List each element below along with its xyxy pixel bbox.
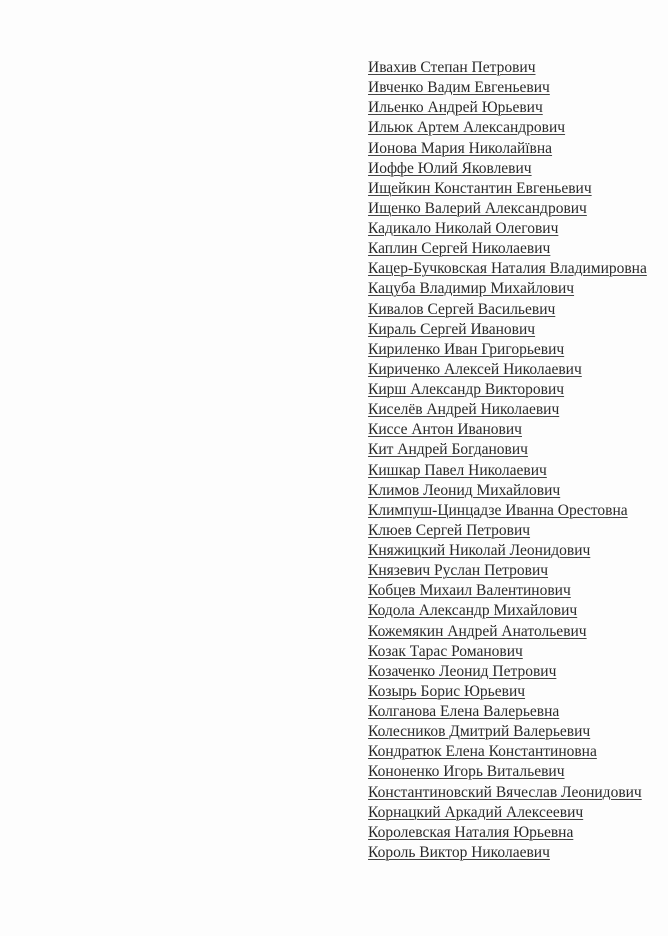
list-item	[368, 662, 647, 682]
list-item	[368, 219, 647, 239]
person-name: Ионова Мария Николайївна	[368, 139, 553, 157]
person-name: Каплин Сергей Николаевич	[368, 240, 551, 258]
person-name: Ивченко Вадим Евгеньевич	[368, 79, 550, 97]
list-item	[368, 340, 647, 360]
person-name: Кобцев Михаил Валентинович	[368, 582, 571, 600]
person-name: Ищенко Валерий Александрович	[368, 199, 587, 217]
person-name: Климов Леонид Михайлович	[368, 481, 561, 499]
list-item	[368, 440, 647, 460]
list-item	[368, 561, 647, 581]
list-item	[368, 279, 647, 299]
list-item	[368, 601, 647, 621]
person-name: Кондратюк Елена Константиновна	[368, 743, 597, 761]
list-item	[368, 622, 647, 642]
list-item	[368, 360, 647, 380]
list-item	[368, 98, 647, 118]
person-name: Козак Тарас Романович	[368, 642, 523, 660]
list-item	[368, 722, 647, 742]
person-name: Ильенко Андрей Юрьевич	[368, 99, 543, 117]
list-item	[368, 58, 647, 78]
person-name: Кононенко Игорь Витальевич	[368, 763, 565, 781]
list-item	[368, 420, 647, 440]
person-name: Кадикало Николай Олегович	[368, 220, 559, 237]
list-item	[368, 823, 647, 843]
person-name: Киссе Антон Иванович	[368, 421, 522, 439]
person-name: Иоффе Юлий Яковлевич	[368, 159, 532, 177]
person-name: Кивалов Сергей Васильевич	[368, 300, 556, 318]
person-name: Князевич Руслан Петрович	[368, 562, 549, 580]
person-name: Королевская Наталия Юрьевна	[368, 823, 574, 841]
person-name: Кацер-Бучковская Наталия Владимировна	[368, 260, 647, 278]
list-item	[368, 461, 647, 481]
list-item	[368, 159, 647, 179]
list-item	[368, 541, 647, 561]
person-name: Кожемякин Андрей Анатольевич	[368, 622, 587, 640]
list-item	[368, 139, 647, 159]
list-item	[368, 742, 647, 762]
person-name: Кирш Александр Викторович	[368, 381, 565, 398]
person-name: Кириченко Алексей Николаевич	[368, 360, 582, 378]
list-item	[368, 783, 647, 803]
name-list	[368, 58, 647, 863]
person-name: Кириленко Иван Григорьевич	[368, 340, 565, 358]
person-name: Кираль Сергей Иванович	[368, 320, 536, 338]
person-name: Ильюк Артем Александрович	[368, 119, 566, 137]
person-name: Кишкар Павел Николаевич	[368, 461, 547, 479]
list-item	[368, 199, 647, 219]
list-item	[368, 702, 647, 722]
person-name: Клюев Сергей Петрович	[368, 521, 531, 539]
list-item	[368, 259, 647, 279]
person-name: Кодола Александр Михайлович	[368, 602, 578, 620]
person-name: Кит Андрей Богданович	[368, 441, 528, 459]
list-item	[368, 843, 647, 863]
person-name: Киселёв Андрей Николаевич	[368, 401, 560, 419]
person-name: Климпуш-Цинцадзе Иванна Орестовна	[368, 501, 628, 519]
list-item	[368, 239, 647, 259]
person-name: Константиновский Вячеслав Леонидович	[368, 783, 642, 801]
list-item	[368, 118, 647, 138]
list-item	[368, 380, 647, 400]
list-item	[368, 501, 647, 521]
person-name: Ищейкин Константин Евгеньевич	[368, 179, 592, 197]
person-name: Кацуба Владимир Михайлович	[368, 280, 575, 298]
person-name: Козырь Борис Юрьевич	[368, 682, 526, 700]
list-item	[368, 320, 647, 340]
list-item	[368, 179, 647, 199]
list-item	[368, 762, 647, 782]
person-name: Княжицкий Николай Леонидович	[368, 542, 591, 559]
list-item	[368, 481, 647, 501]
person-name: Козаченко Леонид Петрович	[368, 662, 557, 680]
person-name: Колганова Елена Валерьевна	[368, 703, 560, 720]
list-item	[368, 521, 647, 541]
list-item	[368, 300, 647, 320]
person-name: Колесников Дмитрий Валерьевич	[368, 723, 591, 741]
person-name: Ивахив Степан Петрович	[368, 59, 536, 76]
person-name: Король Виктор Николаевич	[368, 843, 550, 861]
list-item	[368, 400, 647, 420]
person-name: Корнацкий Аркадий Алексеевич	[368, 803, 584, 821]
list-item	[368, 682, 647, 702]
list-item	[368, 642, 647, 662]
list-item	[368, 78, 647, 98]
list-item	[368, 803, 647, 823]
list-item	[368, 581, 647, 601]
